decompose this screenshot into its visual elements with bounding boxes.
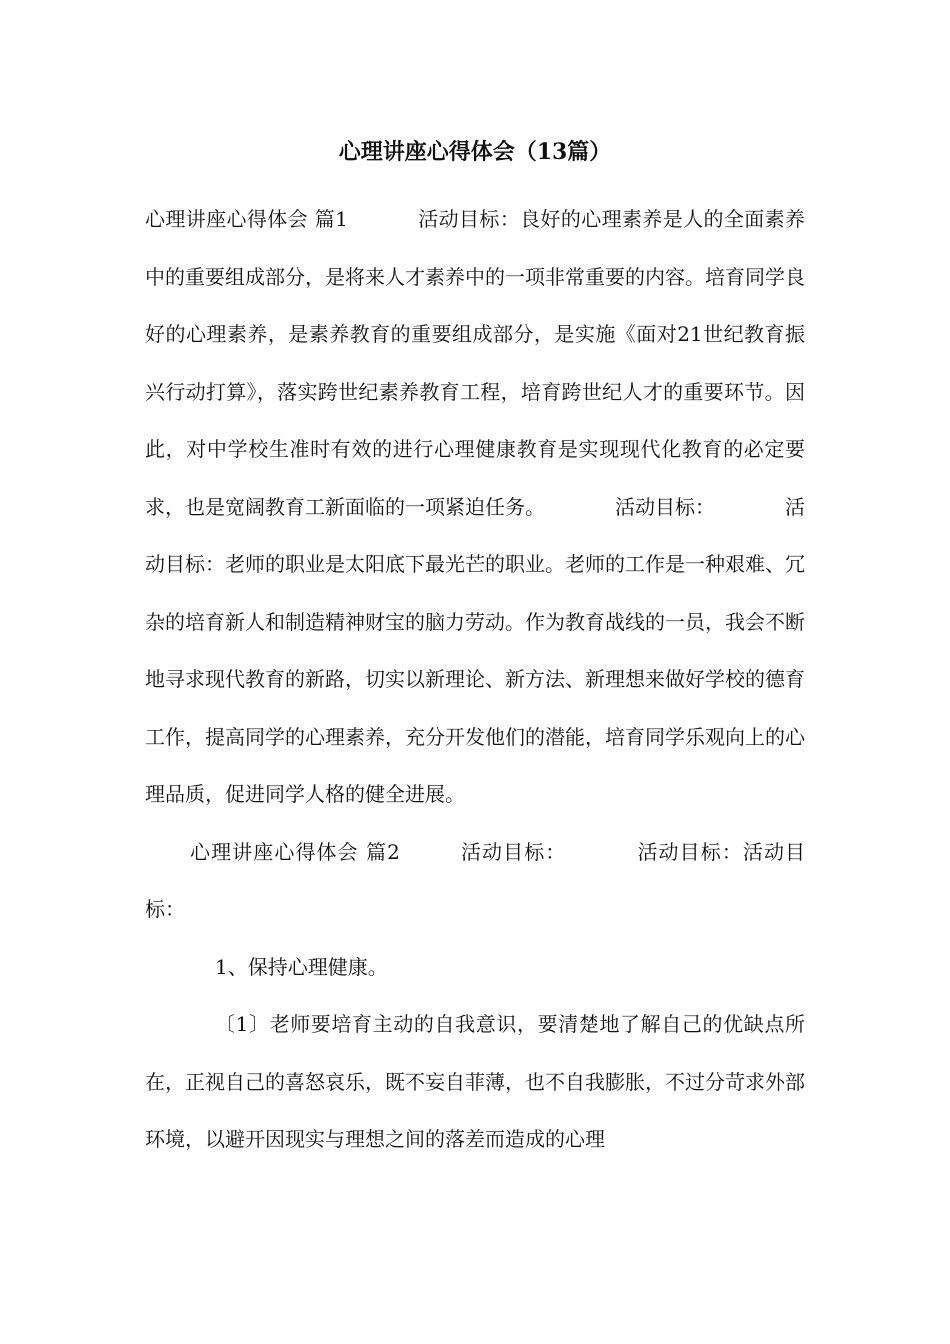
section-label: 活动目标：: [636, 839, 743, 864]
section-text: 老师的职业是太阳底下最光芒的职业。老师的工作是一种艰难、冗杂的培育新人和制造精神财宝的脑力劳动。作为教育战线的一员，我会不断地寻求现代教育的新路，切实以新理论、新方法、新理想来做好学校的德育工作，提高同学的心理素养，充分开发他们的潜能，培育同学乐观向上的心理品质，促进同学人格的健全进展。: [145, 552, 805, 806]
paragraph-section-2: [145, 824, 805, 939]
list-item: 〔1〕老师要培育主动的自我意识，要清楚地了解自己的优缺点所在，正视自己的喜怒哀乐，既不妄自菲薄，也不自我膨胀，不过分苛求外部环境，以避开因现实与理想之间的落差而造成的心理: [145, 1012, 805, 1151]
section-label: 活动目标：: [145, 839, 806, 921]
section-heading: 心理讲座心得体会 篇2: [190, 839, 400, 864]
section-label: 活动目标：: [417, 207, 521, 231]
section-heading: 心理讲座心得体会 篇1: [145, 207, 348, 231]
section-label: 活动目标：: [145, 494, 805, 576]
document-title: 心理讲座心得体会（13篇）: [338, 139, 612, 165]
section-label: 活动目标：: [459, 839, 567, 864]
document-body: [145, 191, 805, 1169]
list-item: 1、保持心理健康。: [215, 954, 388, 979]
section-text: 良好的心理素养是人的全面素养中的重要组成部分，是将来人才素养中的一项非常重要的内容。培育同学良好的心理素养，是素养教育的重要组成部分，是实施《面对21世纪教育振兴行动打算》，落实跨世纪素养教育工程，培育跨世纪人才的重要环节。因此，对中学校生准时有效的进行心理健康教育是实现现代化教育的必定要求，也是宽阔教育工新面临的一项紧迫任务。: [145, 207, 805, 519]
paragraph-section-1: [145, 191, 805, 824]
section-label: 活动目标：: [615, 494, 715, 519]
